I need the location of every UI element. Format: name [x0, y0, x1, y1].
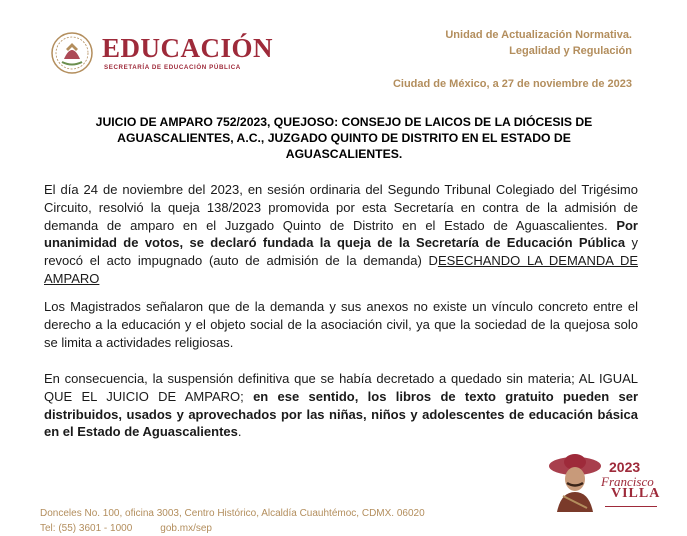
- mexico-seal-icon: [50, 31, 94, 75]
- footer-address: Donceles No. 100, oficina 3003, Centro Histórico, Alcaldía Cuauhtémoc, CDMX. 06020: [40, 508, 425, 519]
- paragraph-magistrates: Los Magistrados señalaron que de la demanda y sus anexos no existe un vínculo concreto entre el derecho a la educación y el objeto social de la asociación civil, ya que la sociedad de la quejosa solo se limita a actividades religiosas.: [44, 299, 638, 350]
- footer-contact: [40, 521, 425, 536]
- francisco-villa-badge: [545, 452, 660, 514]
- badge-first-name: Francisco: [601, 474, 654, 489]
- badge-last-name: VILLA: [611, 486, 661, 501]
- sep-logo: [50, 31, 275, 76]
- paragraph-consequence-bold: en ese sentido, los libros de texto gratuito pueden ser distribuidos, usados y aprovechados por las niñas, niños y adolescentes de educación básica en el Estado de Aguascalientes: [44, 388, 639, 440]
- letterhead: [0, 0, 687, 110]
- paragraph-consequence: [44, 370, 638, 441]
- paragraph-ruling-underlined: ESECHANDO LA DEMANDA DE AMPARO: [44, 253, 638, 286]
- paragraph-ruling-text: El día 24 de noviembre del 2023, en sesión ordinaria del Segundo Tribunal Colegiado del Trigésimo Circuito, resolvió la queja 138/2023 promovida por esta Secretaría en contra de la admisión de demanda de amparo en el Juzgado Quinto de Distrito en el Estado de Aguascalientes.: [44, 182, 638, 233]
- paragraph-ruling-bold: Por unanimidad de votos, se declaró fundada la queja de la Secretaría de Educación Pública: [44, 217, 638, 251]
- unit-line-2: Legalidad y Regulación: [509, 45, 632, 57]
- portrait-icon: [545, 452, 607, 514]
- unit-line-1: Unidad de Actualización Normativa.: [445, 29, 632, 41]
- badge-divider: [605, 506, 657, 507]
- badge-year: 2023: [609, 459, 641, 475]
- paragraph-ruling: [44, 181, 638, 288]
- paragraph-consequence-text: En consecuencia, la suspensión definitiva que se había decretado a quedado sin materia; AL IGUAL QUE EL JUICIO DE AMPARO;: [44, 371, 638, 404]
- footer-website[interactable]: gob.mx/sep: [160, 523, 212, 534]
- footer: [40, 506, 425, 536]
- logo-wordmark: EDUCACIÓN: [102, 33, 274, 63]
- paragraph-ruling-text-2: y revocó el acto impugnado (auto de admisión de la demanda) D: [44, 235, 638, 269]
- logo-subtitle: SECRETARÍA DE EDUCACIÓN PÚBLICA: [104, 64, 241, 71]
- paragraph-consequence-end: .: [237, 424, 242, 440]
- document-date: Ciudad de México, a 27 de noviembre de 2023: [392, 78, 632, 90]
- issuing-unit: [445, 27, 632, 59]
- document-title: JUICIO DE AMPARO 752/2023, QUEJOSO: CONSEJO DE LAICOS DE LA DIÓCESIS DE AGUASCALIENTES, A.C., JUZGADO QUINTO DE DISTRITO EN EL ESTADO DE AGUASCALIENTES.: [95, 115, 593, 161]
- footer-phone: Tel: (55) 3601 - 1000: [40, 523, 133, 534]
